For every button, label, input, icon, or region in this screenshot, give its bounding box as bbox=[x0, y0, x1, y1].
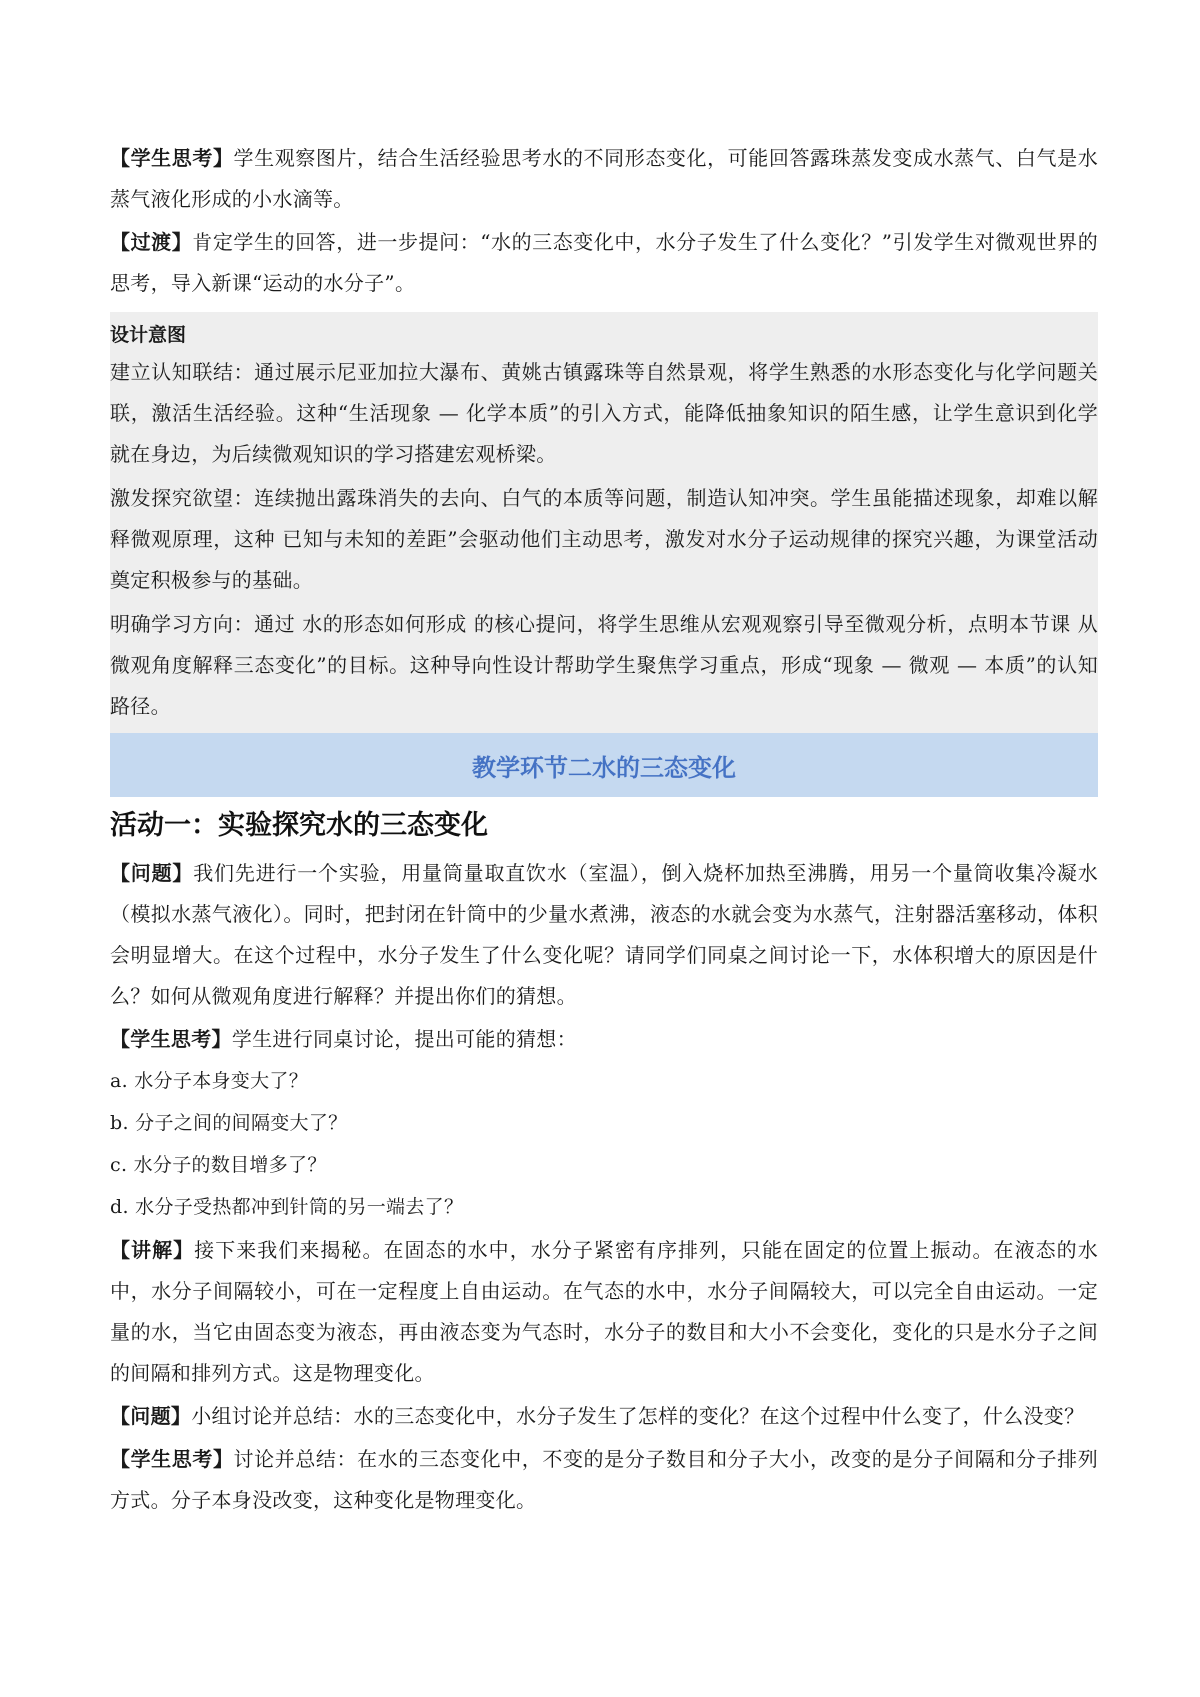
student-thinking-tag: 【学生思考】 bbox=[110, 146, 234, 170]
guess-item: b. 分子之间的间隔变大了？ bbox=[110, 1112, 348, 1134]
design-paragraph: 建立认知联结：通过展示尼亚加拉大瀑布、黄姚古镇露珠等自然景观，将学生熟悉的水形态变化与化学问题关联，激活生活经验。这种“生活现象 — 化学本质”的引入方式，能降低抽象知识的陌生感，让学生意识到化学就在身边，为后续微观知识的学习搭建宏观桥梁。 bbox=[110, 360, 1098, 466]
question-text: 小组讨论并总结：水的三态变化中，水分子发生了怎样的变化？在这个过程中什么变了，什么没变？ bbox=[191, 1404, 1085, 1428]
explanation-text: 接下来我们来揭秘。在固态的水中，水分子紧密有序排列，只能在固定的位置上振动。在液态的水中，水分子间隔较小，可在一定程度上自由运动。在气态的水中，水分子间隔较大，可以完全自由运动。一定量的水，当它由固态变为液态，再由液态变为气态时，水分子的数目和大小不会变化，变化的只是水分子之间的间隔和排列方式。这是物理变化。 bbox=[110, 1238, 1098, 1385]
question-tag: 【问题】 bbox=[110, 861, 194, 885]
explanation-tag: 【讲解】 bbox=[110, 1238, 195, 1262]
explanation-paragraph bbox=[110, 1230, 1098, 1394]
student-thinking-text: 讨论并总结：在水的三态变化中，不变的是分子数目和分子大小，改变的是分子间隔和分子排列方式。分子本身没改变，这种变化是物理变化。 bbox=[110, 1447, 1098, 1512]
student-thinking-paragraph bbox=[110, 1439, 1098, 1521]
activity-title: 活动一：实验探究水的三态变化 bbox=[110, 810, 488, 841]
transition-tag: 【过渡】 bbox=[110, 230, 193, 254]
student-thinking-text: 学生进行同桌讨论，提出可能的猜想： bbox=[231, 1027, 577, 1051]
question-text: 我们先进行一个实验，用量筒量取直饮水（室温），倒入烧杯加热至沸腾，用另一个量筒收集冷凝水（模拟水蒸气液化）。同时，把封闭在针筒中的少量水煮沸，液态的水就会变为水蒸气，注射器活塞移动，体积会明显增大。在这个过程中，水分子发生了什么变化呢？请同学们同桌之间讨论一下，水体积增大的原因是什么？如何从微观角度进行解释？并提出你们的猜想。 bbox=[110, 861, 1099, 1008]
transition-text: 肯定学生的回答，进一步提问：“水的三态变化中，水分子发生了什么变化？”引发学生对微观世界的思考，导入新课“运动的水分子”。 bbox=[110, 230, 1099, 295]
question-tag: 【问题】 bbox=[110, 1404, 192, 1428]
page-content bbox=[110, 138, 1098, 1521]
section-banner-title: 教学环节二水的三态变化 bbox=[472, 753, 736, 782]
question-paragraph bbox=[110, 1396, 1098, 1437]
design-paragraph: 激发探究欲望：连续抛出露珠消失的去向、白气的本质等问题，制造认知冲突。学生虽能描述现象，却难以解释微观原理，这种 已知与未知的差距”会驱动他们主动思考，激发对水分子运动规律的探究兴趣，为课堂活动奠定积极参与的基础。 bbox=[110, 486, 1098, 592]
question-paragraph bbox=[110, 853, 1098, 1017]
student-thinking-text: 学生观察图片，结合生活经验思考水的不同形态变化，可能回答露珠蒸发变成水蒸气、白气是水蒸气液化形成的小水滴等。 bbox=[110, 146, 1098, 211]
guess-item: d. 水分子受热都冲到针筒的另一端去了？ bbox=[110, 1196, 464, 1218]
design-intent-box bbox=[110, 312, 1098, 733]
student-thinking-tag: 【学生思考】 bbox=[110, 1027, 232, 1051]
transition-paragraph bbox=[110, 222, 1098, 304]
student-thinking-paragraph bbox=[110, 138, 1098, 220]
guess-item: a. 水分子本身变大了？ bbox=[110, 1070, 309, 1092]
guess-item: c. 水分子的数目增多了？ bbox=[110, 1154, 327, 1176]
student-thinking-tag: 【学生思考】 bbox=[110, 1447, 234, 1471]
student-thinking-paragraph bbox=[110, 1019, 1098, 1060]
design-paragraph: 明确学习方向：通过 水的形态如何形成 的核心提问，将学生思维从宏观观察引导至微观分析，点明本节课 从微观角度解释三态变化”的目标。这种导向性设计帮助学生聚焦学习重点，形成“现象 — 微观 — 本质”的认知路径。 bbox=[110, 612, 1098, 718]
section-banner bbox=[110, 733, 1098, 797]
design-intent-heading: 设计意图 bbox=[110, 324, 187, 346]
